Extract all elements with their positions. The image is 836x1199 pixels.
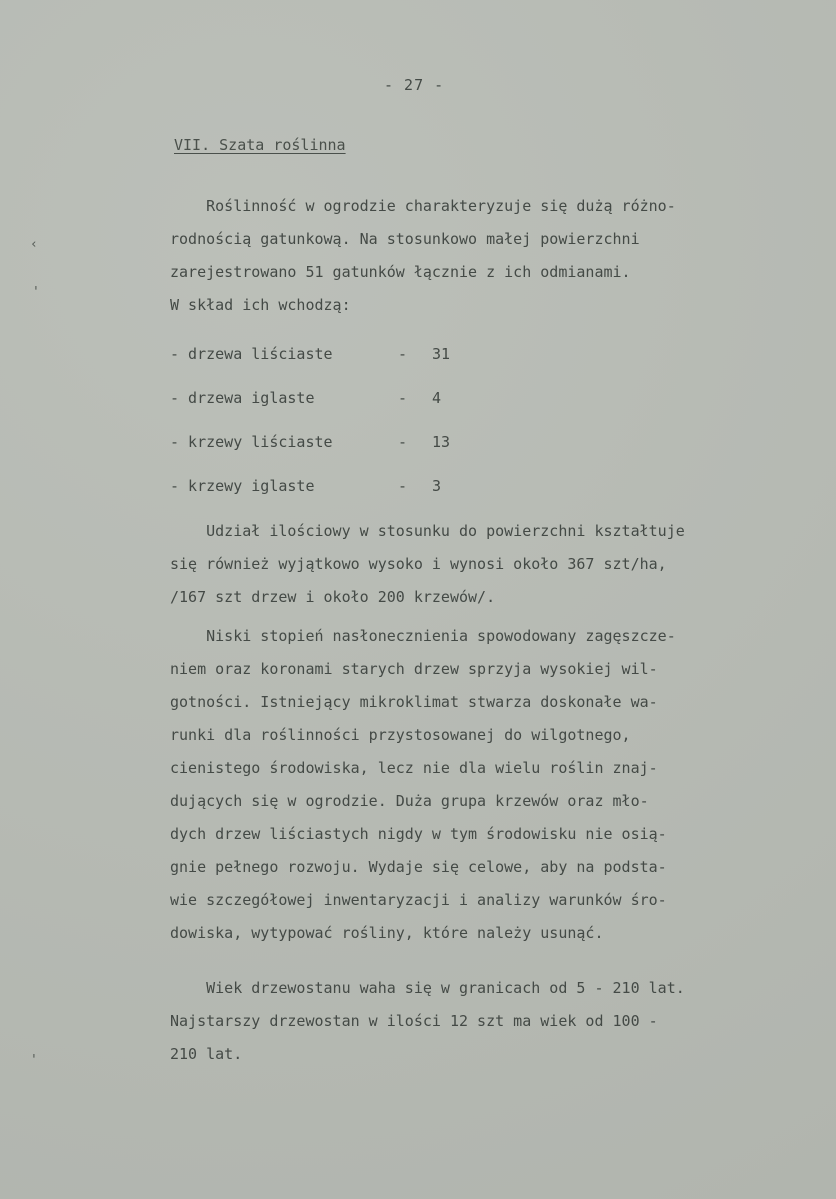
age-paragraph xyxy=(170,972,780,1071)
text-line: gnie pełnego rozwoju. Wydaje się celowe, aby na podsta- xyxy=(170,858,667,876)
intro-paragraph xyxy=(170,190,780,322)
text-line: dych drzew liściastych nigdy w tym środowisku nie osią- xyxy=(170,825,667,843)
text-line: niem oraz koronami starych drzew sprzyja wysokiej wil- xyxy=(170,660,658,678)
list-item: - krzewy iglaste - 3 xyxy=(170,470,490,514)
share-paragraph xyxy=(170,515,780,614)
text-line: /167 szt drzew i około 200 krzewów/. xyxy=(170,588,496,606)
text-line: dujących się w ogrodzie. Duża grupa krzewów oraz mło- xyxy=(170,792,649,810)
species-group-name: - drzewa liściaste xyxy=(170,345,333,363)
text-line: rodnością gatunkową. Na stosunkowo małej powierzchni xyxy=(170,230,640,248)
text-line: Roślinność w ogrodzie charakteryzuje się dużą różno- xyxy=(170,197,676,215)
list-item: - drzewa iglaste - 4 xyxy=(170,382,490,426)
list-item: - krzewy liściaste - 13 xyxy=(170,426,490,470)
text-line: Wiek drzewostanu waha się w granicach od 5 - 210 lat. xyxy=(170,979,685,997)
text-line: Udział ilościowy w stosunku do powierzchni kształtuje xyxy=(170,522,685,540)
section-title: VII. Szata roślinna xyxy=(174,136,346,154)
list-item: - drzewa liściaste - 31 xyxy=(170,338,490,382)
text-line: Najstarszy drzewostan w ilości 12 szt ma wiek od 100 - xyxy=(170,1012,658,1030)
light-conditions-paragraph xyxy=(170,620,780,950)
species-group-name: - krzewy liściaste xyxy=(170,433,333,451)
text-line: W skład ich wchodzą: xyxy=(170,296,351,314)
species-group-name: - drzewa iglaste xyxy=(170,389,315,407)
text-line: cienistego środowiska, lecz nie dla wielu roślin znaj- xyxy=(170,759,658,777)
species-count: 31 xyxy=(432,345,451,363)
margin-mark: ' xyxy=(32,285,40,300)
text-line: gotności. Istniejący mikroklimat stwarza doskonałe wa- xyxy=(170,693,658,711)
text-line: 210 lat. xyxy=(170,1045,243,1063)
species-group-name: - krzewy iglaste xyxy=(170,477,315,495)
text-line: się również wyjątkowo wysoko i wynosi około 367 szt/ha, xyxy=(170,555,667,573)
margin-mark: ' xyxy=(30,1053,38,1068)
text-line: zarejestrowano 51 gatunków łącznie z ich odmianami. xyxy=(170,263,631,281)
text-line: runki dla roślinności przystosowanej do wilgotnego, xyxy=(170,726,631,744)
text-line: dowiska, wytypować rośliny, które należy usunąć. xyxy=(170,924,604,942)
margin-mark: ‹ xyxy=(30,237,38,252)
text-line: Niski stopień nasłonecznienia spowodowany zagęszcze- xyxy=(170,627,676,645)
text-line: wie szczegółowej inwentaryzacji i analizy warunków śro- xyxy=(170,891,667,909)
species-count: 3 xyxy=(432,477,442,495)
species-count: 13 xyxy=(432,433,451,451)
species-count: 4 xyxy=(432,389,442,407)
species-list xyxy=(170,338,490,514)
page-number: - 27 - xyxy=(384,76,445,94)
